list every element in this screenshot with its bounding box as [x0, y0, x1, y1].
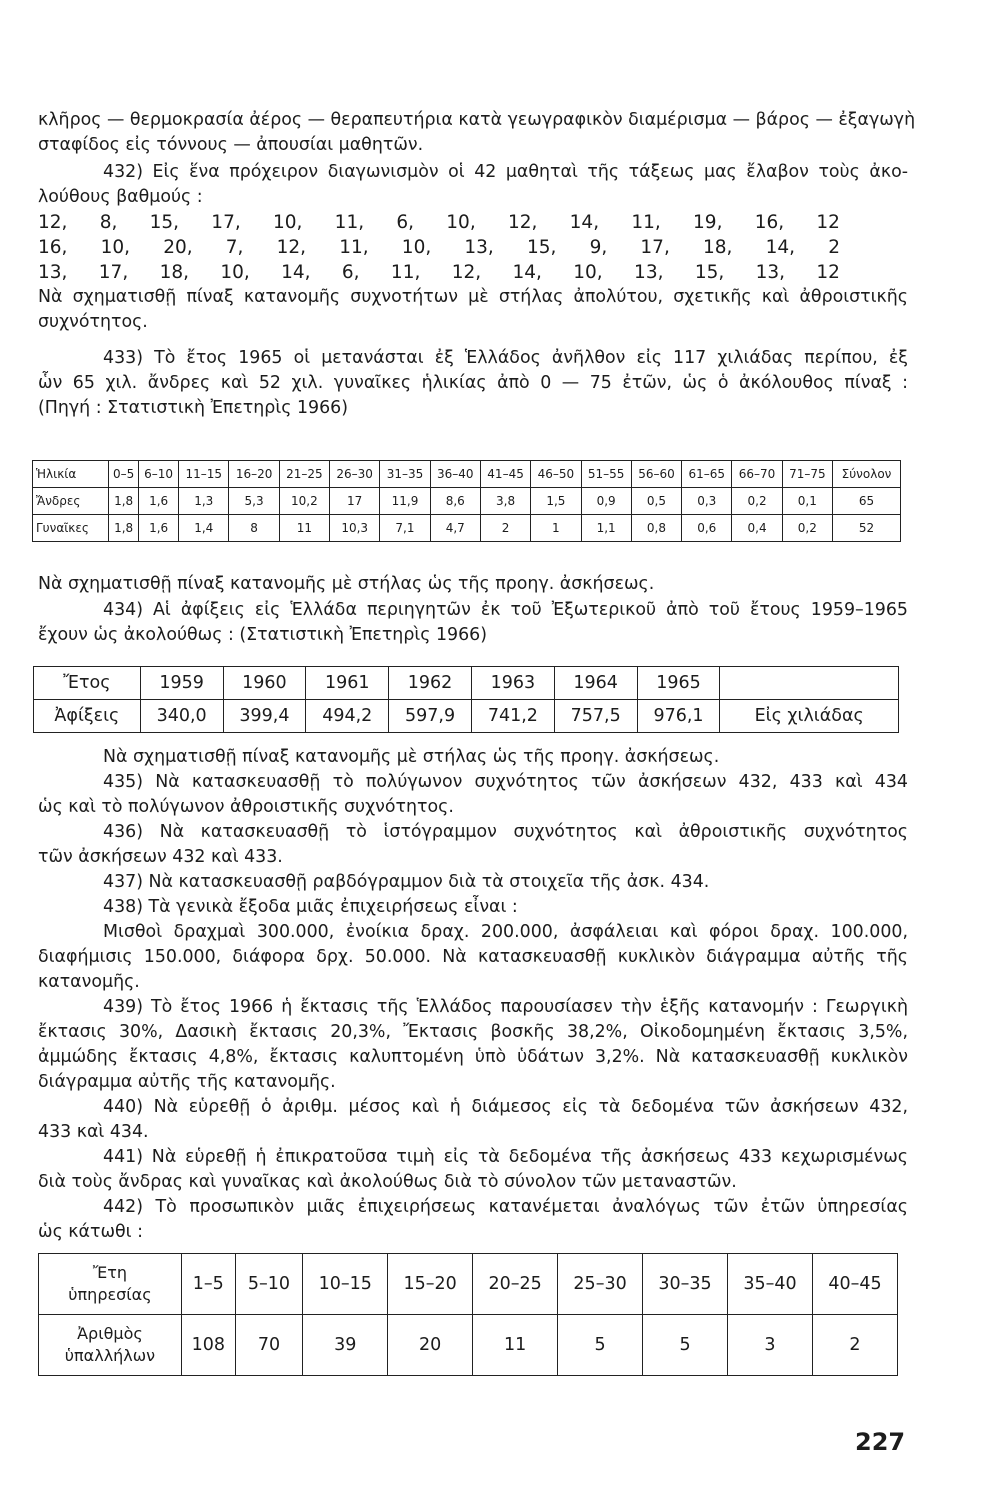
score: 9,	[589, 237, 608, 258]
exercise-433-source: (Πηγή : Στατιστικὴ Ἐπετηρὶς 1966)	[38, 398, 348, 418]
exercise-433-line-2: ὧν 65 χιλ. ἄνδρες καὶ 52 χιλ. γυναῖκες ἡλικίας ἀπὸ 0 — 75 ἐτῶν, ὡς ὁ ἀκόλουθος πίναξ :	[38, 373, 908, 393]
score: 14,	[765, 237, 796, 258]
table-cell: 0–5	[109, 461, 139, 488]
table-cell: 10–15	[303, 1254, 388, 1315]
exercise-433-task	[38, 572, 908, 597]
table-cell: 11–15	[179, 461, 229, 488]
exercise-434-line-2: ἔχουν ὡς ἀκολούθως : (Στατιστικὴ Ἐπετηρὶς 1966)	[38, 625, 488, 645]
table-cell: 1,5	[531, 488, 581, 515]
table-cell: 20	[388, 1315, 473, 1376]
scores-row	[38, 210, 840, 235]
table-cell: 494,2	[306, 700, 389, 733]
exercise-432-line-2: λούθους βαθμούς :	[38, 187, 203, 207]
table-row	[33, 515, 901, 542]
exercise-432	[38, 160, 908, 335]
score: 15,	[526, 237, 557, 258]
table-cell: 15–20	[388, 1254, 473, 1315]
table-cell: 5–10	[235, 1254, 303, 1315]
table-cell: 46–50	[531, 461, 581, 488]
label-line: Ἔτη	[92, 1263, 128, 1282]
score: 8,	[99, 212, 118, 233]
table-cell: 976,1	[637, 700, 720, 733]
table-cell: 41–45	[480, 461, 530, 488]
table-cell: 6–10	[139, 461, 179, 488]
score: 13,	[464, 237, 494, 258]
intro-line-1: κλῆρος — θερμοκρασία ἀέρος — θεραπευτήρια κατὰ γεωγραφικὸν διαμέρισμα — βάρος — ἐξαγωγὴ	[38, 110, 916, 130]
table-cell: 56–60	[631, 461, 681, 488]
score: 10,	[272, 212, 303, 233]
score: 2	[828, 237, 840, 258]
table-cell: 31–35	[380, 461, 430, 488]
table-cell: 4,7	[430, 515, 480, 542]
table-cell: 597,9	[389, 700, 472, 733]
table-cell: 1961	[306, 667, 389, 700]
exercise-442-line-1: 442) Τὸ προσωπικὸν μιᾶς ἐπιχειρήσεως κατανέμεται ἀναλόγως τῶν ἐτῶν ὑπηρεσίας	[103, 1197, 908, 1217]
table-cell: 51–55	[581, 461, 631, 488]
table-cell: 66–70	[732, 461, 782, 488]
table-cell: 5	[558, 1315, 643, 1376]
score: 6,	[341, 262, 360, 283]
scores-row	[38, 235, 840, 260]
table-cell: 70	[235, 1315, 303, 1376]
table-cell: 16–20	[229, 461, 279, 488]
score: 10,	[446, 212, 476, 233]
table-row	[34, 700, 899, 733]
table-row-label	[39, 1254, 182, 1315]
score: 15,	[149, 212, 180, 233]
table-cell: 1959	[140, 667, 223, 700]
table-cell: 741,2	[471, 700, 554, 733]
table-cell: 1	[531, 515, 581, 542]
exercise-434-line-1: 434) Αἱ ἀφίξεις εἰς Ἑλλάδα περιηγητῶν ἐκ τοῦ Ἐξωτερικοῦ ἀπὸ τοῦ ἔτους 1959–1965	[103, 600, 908, 620]
exercise-432-task-2: συχνότητος.	[38, 312, 148, 332]
table-cell: 39	[303, 1315, 388, 1376]
table-cell: 8,6	[430, 488, 480, 515]
exercise-440-line-2: 433 καὶ 434.	[38, 1122, 149, 1142]
score: 12,	[451, 262, 482, 283]
exercise-437-line-1: 437) Νὰ κατασκευασθῇ ραβδόγραμμον διὰ τὰ στοιχεῖα τῆς ἀσκ. 434.	[103, 872, 710, 892]
table-cell: 36–40	[430, 461, 480, 488]
table-cell: Ἄνδρες	[33, 488, 109, 515]
table-cell: 0,9	[581, 488, 631, 515]
exercise-434	[38, 598, 908, 648]
table-cell	[720, 667, 899, 700]
exercise-442-line-2: ὡς κάτωθι :	[38, 1222, 143, 1242]
table-cell: 399,4	[223, 700, 306, 733]
score: 20,	[163, 237, 193, 258]
table-row	[39, 1254, 898, 1315]
exercise-441-line-1: 441) Νὰ εὑρεθῇ ἡ ἐπικρατοῦσα τιμὴ εἰς τὰ δεδομένα τῆς ἀσκήσεως 433 κεχωρισμένως	[103, 1147, 908, 1167]
table-cell: Ἀφίξεις	[34, 700, 141, 733]
table-cell: 8	[229, 515, 279, 542]
score: 14,	[569, 212, 600, 233]
table-cell: 757,5	[554, 700, 637, 733]
score: 14,	[512, 262, 542, 283]
table-cell: Σύνολον	[833, 461, 901, 488]
table-row	[33, 488, 901, 515]
table-cell: 1,3	[179, 488, 229, 515]
exercise-432-line-1: 432) Εἰς ἕνα πρόχειρον διαγωνισμὸν οἱ 42 μαθηταὶ τῆς τάξεως μας ἔλαβον τοὺς ἀκο-	[103, 162, 908, 182]
table-cell: 1964	[554, 667, 637, 700]
score: 18,	[703, 237, 733, 258]
table-cell: 0,6	[682, 515, 732, 542]
exercise-439-line-2: ἔκτασις 30%, Δασικὴ ἔκτασις 20,3%, Ἔκτασις βοσκῆς 38,2%, Οἰκοδομημένη ἔκτασις 3,5%,	[38, 1022, 908, 1042]
table-cell: 0,3	[682, 488, 732, 515]
table-cell: 0,5	[631, 488, 681, 515]
exercise-432-task-1: Νὰ σχηματισθῇ πίναξ κατανομῆς συχνοτήτων μὲ στήλας ἀπολύτου, σχετικῆς καὶ ἀθροιστικῆς	[38, 287, 908, 307]
exercise-438-line-4: κατανομῆς.	[38, 972, 140, 992]
score: 7,	[225, 237, 244, 258]
table-cell: 2	[480, 515, 530, 542]
exercise-438-line-1: 438) Τὰ γενικὰ ἔξοδα μιᾶς ἐπιχειρήσεως εἶναι :	[103, 897, 518, 917]
table-cell: 26–30	[330, 461, 380, 488]
score: 10,	[220, 262, 250, 283]
score: 10,	[100, 237, 131, 258]
table-cell: 3	[728, 1315, 813, 1376]
table-cell: 1,8	[109, 515, 139, 542]
table-cell: 340,0	[140, 700, 223, 733]
table-cell: 40–45	[812, 1254, 897, 1315]
table-cell: 1962	[389, 667, 472, 700]
table-cell: 5	[643, 1315, 728, 1376]
table-cell: 108	[181, 1315, 235, 1376]
score: 16,	[754, 212, 785, 233]
score: 13,	[755, 262, 786, 283]
table-cell: 71–75	[782, 461, 832, 488]
exercise-435-line-1: 435) Νὰ κατασκευασθῇ τὸ πολύγωνον συχνότητος τῶν ἀσκήσεων 432, 433 καὶ 434	[103, 772, 908, 792]
table-cell: 3,8	[480, 488, 530, 515]
table-cell: 61–65	[682, 461, 732, 488]
exercise-434-task: Νὰ σχηματισθῇ πίναξ κατανομῆς μὲ στήλας ὡς τῆς προηγ. ἀσκήσεως.	[103, 747, 720, 767]
exercise-433-task-line: Νὰ σχηματισθῇ πίναξ κατανομῆς μὲ στήλας ὡς τῆς προηγ. ἀσκήσεως.	[38, 574, 655, 594]
exercises-block	[38, 745, 908, 1245]
table-cell: 21–25	[279, 461, 329, 488]
table-cell: 0,2	[782, 515, 832, 542]
score: 16,	[38, 237, 68, 258]
table-cell: 1,1	[581, 515, 631, 542]
exercise-438-line-3: διαφήμισις 150.000, διάφορα δρχ. 50.000. Νὰ κατασκευασθῇ κυκλικὸν διάγραμμα αὐτῆς τῆς	[38, 947, 908, 967]
score: 12	[816, 262, 840, 283]
table-cell: 1,6	[139, 488, 179, 515]
table-cell: 0,1	[782, 488, 832, 515]
label-line: ὑπαλλήλων	[64, 1346, 156, 1365]
table-cell: 11	[279, 515, 329, 542]
score: 17,	[98, 262, 129, 283]
score: 13,	[38, 262, 68, 283]
score: 12,	[38, 212, 68, 233]
table-cell: 10,2	[279, 488, 329, 515]
exercise-439-line-1: 439) Τὸ ἔτος 1966 ἡ ἔκτασις τῆς Ἑλλάδος παρουσίασεν τὴν ἑξῆς κατανομήν : Γεωργικὴ	[103, 997, 908, 1017]
exercise-435-line-2: ὡς καὶ τὸ πολύγωνον ἀθροιστικῆς συχνότητος.	[38, 797, 454, 817]
exercise-441-line-2: διὰ τοὺς ἄνδρας καὶ γυναῖκας καὶ ἀκολούθως διὰ τὸ σύνολον τῶν μεταναστῶν.	[38, 1172, 737, 1192]
table-cell: Ἔτος	[34, 667, 141, 700]
table-cell: 11,9	[380, 488, 430, 515]
table-cell: 35–40	[728, 1254, 813, 1315]
table-cell: 0,8	[631, 515, 681, 542]
arrivals-table	[33, 666, 899, 733]
scores-row	[38, 260, 840, 285]
score: 12	[816, 212, 840, 233]
table-cell: 1,6	[139, 515, 179, 542]
intro-line-2: σταφίδος εἰς τόννους — ἀπουσίαι μαθητῶν.	[38, 135, 424, 155]
table-row	[33, 461, 901, 488]
exercise-438-line-2: Μισθοὶ δραχμαὶ 300.000, ἐνοίκια δραχ. 200.000, ἀσφάλειαι καὶ φόροι δραχ. 100.000,	[103, 922, 908, 942]
table-cell: 7,1	[380, 515, 430, 542]
intro-block	[38, 108, 916, 158]
score: 18,	[159, 262, 189, 283]
score: 11,	[334, 212, 365, 233]
table-cell: 30–35	[643, 1254, 728, 1315]
scores-list	[38, 210, 908, 285]
table-cell: 1965	[637, 667, 720, 700]
table-cell: 0,2	[732, 488, 782, 515]
exercise-433	[38, 346, 908, 421]
score: 14,	[281, 262, 311, 283]
table-cell: 52	[833, 515, 901, 542]
score: 12,	[276, 237, 307, 258]
table-cell: 1–5	[181, 1254, 235, 1315]
score: 11,	[390, 262, 421, 283]
score: 11,	[631, 212, 661, 233]
table-cell: 17	[330, 488, 380, 515]
exercise-433-line-1: 433) Τὸ ἔτος 1965 οἱ μετανάσται ἐξ Ἑλλάδος ἀνῆλθον εἰς 117 χιλιάδας περίπου, ἐξ	[103, 348, 908, 368]
score: 15,	[694, 262, 725, 283]
migration-table	[32, 460, 901, 542]
table-row-label	[39, 1315, 182, 1376]
table-cell: 11	[473, 1315, 558, 1376]
score: 17,	[211, 212, 241, 233]
table-cell: 20–25	[473, 1254, 558, 1315]
score: 11,	[339, 237, 369, 258]
table-cell: 2	[812, 1315, 897, 1376]
score: 10,	[573, 262, 603, 283]
score: 6,	[396, 212, 415, 233]
exercise-440-line-1: 440) Νὰ εὑρεθῇ ὁ ἀριθμ. μέσος καὶ ἡ διάμεσος εἰς τὰ δεδομένα τῶν ἀσκήσεων 432,	[103, 1097, 908, 1117]
exercise-436-line-2: τῶν ἀσκήσεων 432 καὶ 433.	[38, 847, 283, 867]
table-cell: 1960	[223, 667, 306, 700]
table-cell: 5,3	[229, 488, 279, 515]
score: 19,	[693, 212, 723, 233]
label-line: Ἀριθμὸς	[77, 1324, 143, 1343]
table-cell: 65	[833, 488, 901, 515]
table-cell: Εἰς χιλιάδας	[720, 700, 899, 733]
score: 13,	[634, 262, 664, 283]
staff-table	[38, 1253, 898, 1376]
score: 12,	[507, 212, 538, 233]
table-row	[39, 1315, 898, 1376]
exercise-439-line-4: διάγραμμα αὐτῆς τῆς κατανομῆς.	[38, 1072, 336, 1092]
table-cell: Ἡλικία	[33, 461, 109, 488]
table-cell: 25–30	[558, 1254, 643, 1315]
table-cell: 0,4	[732, 515, 782, 542]
table-cell: 1963	[471, 667, 554, 700]
table-cell: Γυναῖκες	[33, 515, 109, 542]
label-line: ὑπηρεσίας	[68, 1285, 152, 1304]
exercise-439-line-3: ἀμμώδης ἔκτασις 4,8%, ἔκτασις καλυπτομένη ὑπὸ ὑδάτων 3,2%. Νὰ κατασκευασθῇ κυκλικὸν	[38, 1047, 908, 1067]
table-cell: 1,4	[179, 515, 229, 542]
table-row	[34, 667, 899, 700]
exercise-436-line-1: 436) Νὰ κατασκευασθῇ τὸ ἱστόγραμμον συχνότητος καὶ ἀθροιστικῆς συχνότητος	[103, 822, 908, 842]
page-number: 227	[855, 1428, 906, 1456]
table-cell: 1,8	[109, 488, 139, 515]
table-cell: 10,3	[330, 515, 380, 542]
score: 10,	[401, 237, 432, 258]
score: 17,	[640, 237, 670, 258]
